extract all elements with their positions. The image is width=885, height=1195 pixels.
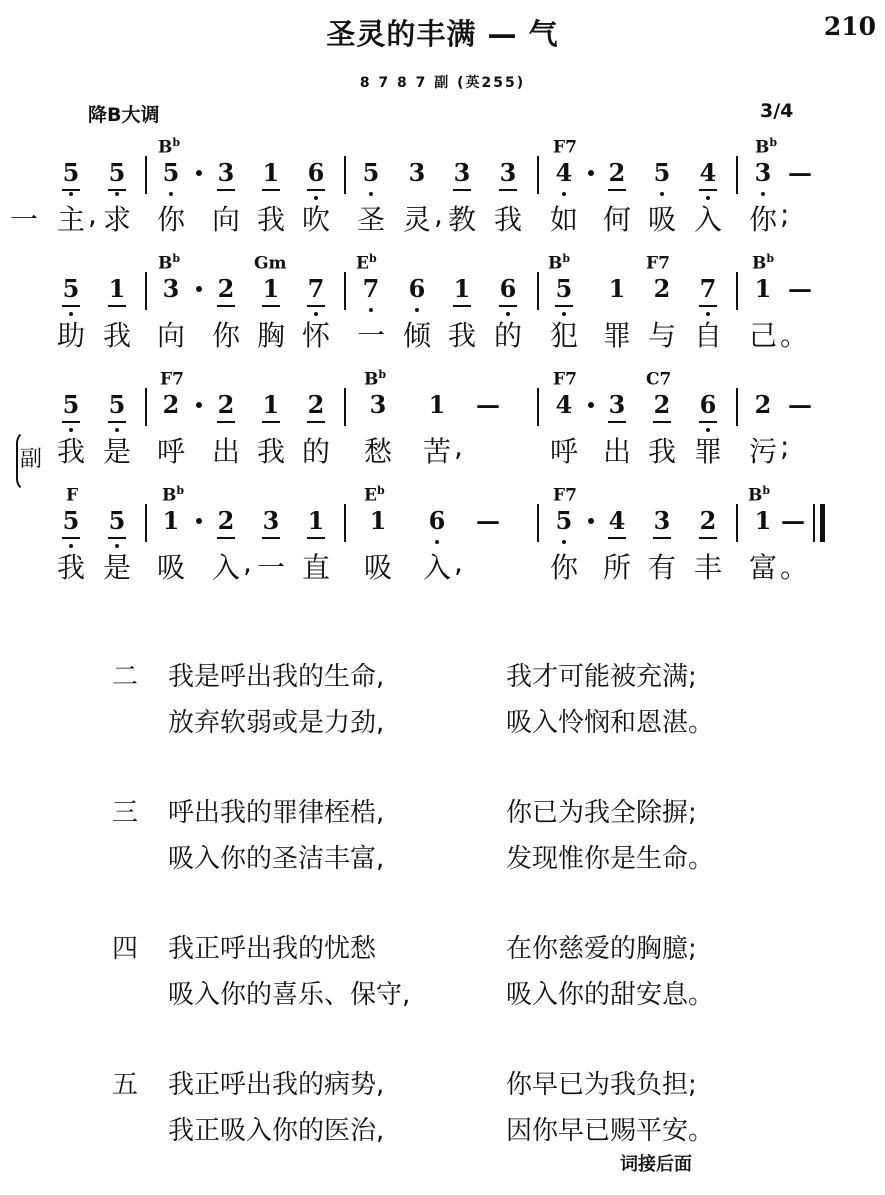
note: 5 bbox=[58, 158, 84, 187]
time-signature: 3/4 bbox=[760, 100, 794, 122]
hymn-number: 210 bbox=[823, 12, 876, 41]
verse-number: 三 bbox=[112, 798, 139, 828]
chord-symbol: Gm bbox=[254, 253, 287, 274]
note: 5 bbox=[551, 274, 577, 303]
note: 5 bbox=[104, 506, 130, 535]
note: 2 bbox=[213, 390, 239, 419]
note: 6 bbox=[695, 390, 721, 419]
note: 5 bbox=[551, 506, 577, 535]
lyric-char: 与 bbox=[647, 319, 676, 352]
verse-number: 五 bbox=[112, 1070, 139, 1100]
score-row-4 bbox=[0, 484, 885, 592]
chord-symbol: $B^b$ bbox=[548, 252, 571, 274]
lyric-char: 倾 bbox=[402, 319, 431, 352]
lyric-char: 入 bbox=[422, 551, 451, 584]
lyric-char: 我 bbox=[256, 203, 285, 236]
note: 4 bbox=[551, 158, 577, 187]
chord-symbol: $B^b$ bbox=[752, 252, 775, 274]
chorus-marker bbox=[16, 430, 46, 490]
lyric-char: 你 bbox=[549, 551, 578, 584]
lyric-punctuation: , bbox=[88, 198, 97, 231]
bar-line bbox=[344, 272, 346, 310]
note: 5 bbox=[58, 274, 84, 303]
lyric-char: 一 bbox=[256, 551, 285, 584]
note: 3 bbox=[649, 506, 675, 535]
verse-line: 在你慈爱的胸臆; bbox=[506, 934, 697, 964]
note: 2 bbox=[695, 506, 721, 535]
note: 1 bbox=[258, 158, 284, 187]
chord-symbol: $B^b$ bbox=[158, 252, 181, 274]
verse-line: 吸入怜悯和恩湛。 bbox=[506, 708, 715, 738]
lyric-char: 你 bbox=[211, 319, 240, 352]
verse-line: 我正呼出我的病势, bbox=[168, 1070, 385, 1100]
lyric-char: 向 bbox=[156, 319, 185, 352]
lyric-char: 灵 bbox=[402, 203, 431, 236]
verse-line: 你已为我全除摒; bbox=[506, 798, 697, 828]
note: 2 bbox=[213, 274, 239, 303]
bar-line bbox=[145, 388, 147, 426]
chord-symbol: $B^b$ bbox=[364, 368, 387, 390]
lyric-punctuation: , bbox=[243, 546, 252, 579]
lyric-char: 犯 bbox=[549, 319, 578, 352]
verse-line: 吸入你的甜安息。 bbox=[506, 980, 715, 1010]
note: 6 bbox=[495, 274, 521, 303]
bar-line bbox=[736, 504, 738, 542]
note: 6 bbox=[404, 274, 430, 303]
lyric-char: 呼 bbox=[549, 435, 578, 468]
lyric-punctuation: 。 bbox=[780, 319, 809, 352]
note: 4 bbox=[695, 158, 721, 187]
lyric-char: 入 bbox=[693, 203, 722, 236]
lyric-punctuation: ; bbox=[780, 430, 790, 463]
lyric-char: 污 bbox=[748, 435, 777, 468]
bar-line bbox=[344, 388, 346, 426]
note: 5 bbox=[104, 158, 130, 187]
lyric-char: 的 bbox=[493, 319, 522, 352]
lyric-char: 求 bbox=[102, 203, 131, 236]
lyric-char: 我 bbox=[493, 203, 522, 236]
lyric-char: 入 bbox=[211, 551, 240, 584]
note: 2 bbox=[303, 390, 329, 419]
note: 2 bbox=[754, 390, 772, 419]
lyric-char: 吹 bbox=[301, 203, 330, 236]
chord-symbol: F bbox=[66, 485, 79, 506]
note: 5 bbox=[104, 390, 130, 419]
lyric-char: 教 bbox=[447, 203, 476, 236]
bar-line bbox=[344, 156, 346, 194]
lyric-char: 一 bbox=[356, 319, 385, 352]
lyric-char: 富 bbox=[748, 551, 777, 584]
chorus-label: 副 bbox=[20, 447, 43, 472]
note-hold-dash: — bbox=[781, 506, 805, 535]
verse-line: 呼出我的罪律桎梏, bbox=[168, 798, 385, 828]
verse-line: 因你早已赐平安。 bbox=[506, 1116, 715, 1146]
note: 6 bbox=[424, 506, 450, 535]
lyric-char: 我 bbox=[102, 319, 131, 352]
chord-symbol: $B^b$ bbox=[158, 136, 181, 158]
note: 2 bbox=[604, 158, 630, 187]
lyric-char: 我 bbox=[256, 435, 285, 468]
note-hold-dash: — bbox=[476, 390, 500, 419]
note: 1 bbox=[428, 390, 446, 419]
footer-note: 词接后面 bbox=[620, 1154, 692, 1175]
note: 3 bbox=[258, 506, 284, 535]
chord-symbol: F7 bbox=[553, 485, 577, 506]
note: 1 bbox=[303, 506, 329, 535]
key-signature: 降B大调 bbox=[88, 104, 160, 126]
final-bar-line-thick bbox=[820, 504, 825, 542]
lyric-char: 我 bbox=[447, 319, 476, 352]
note: 3 bbox=[369, 390, 387, 419]
augmentation-dot bbox=[196, 518, 202, 524]
bar-line bbox=[736, 388, 738, 426]
lyric-char: 胸 bbox=[256, 319, 285, 352]
augmentation-dot bbox=[588, 170, 594, 176]
verse-line: 我才可能被充满; bbox=[506, 662, 697, 692]
lyric-char: 一 bbox=[9, 203, 38, 236]
lyric-char: 有 bbox=[647, 551, 676, 584]
chord-symbol: F7 bbox=[553, 369, 577, 390]
lyric-punctuation: , bbox=[454, 546, 463, 579]
lyric-punctuation: , bbox=[434, 198, 443, 231]
lyric-char: 我 bbox=[647, 435, 676, 468]
note: 3 bbox=[495, 158, 521, 187]
lyric-punctuation: , bbox=[454, 430, 463, 463]
note: 7 bbox=[303, 274, 329, 303]
verse-number: 四 bbox=[112, 934, 139, 964]
lyric-char: 吸 bbox=[156, 551, 185, 584]
note: 2 bbox=[649, 390, 675, 419]
bar-line bbox=[145, 504, 147, 542]
chord-symbol: $E^b$ bbox=[356, 252, 377, 274]
note: 7 bbox=[695, 274, 721, 303]
note: 5 bbox=[158, 158, 184, 187]
bar-line bbox=[344, 504, 346, 542]
bar-line bbox=[736, 156, 738, 194]
note-hold-dash: — bbox=[476, 506, 500, 535]
lyric-char: 自 bbox=[693, 319, 722, 352]
lyric-char: 罪 bbox=[602, 319, 631, 352]
chord-symbol: $B^b$ bbox=[162, 484, 185, 506]
verse-line: 我正吸入你的医治, bbox=[168, 1116, 385, 1146]
chord-symbol: $E^b$ bbox=[364, 484, 385, 506]
lyric-char: 向 bbox=[211, 203, 240, 236]
verse-line: 你早已为我负担; bbox=[506, 1070, 697, 1100]
lyric-char: 呼 bbox=[156, 435, 185, 468]
note: 6 bbox=[303, 158, 329, 187]
verse-line: 放弃软弱或是力劲, bbox=[168, 708, 385, 738]
note: 3 bbox=[408, 158, 426, 187]
bar-line bbox=[537, 272, 539, 310]
lyric-char: 吸 bbox=[647, 203, 676, 236]
verse-line: 发现惟你是生命。 bbox=[506, 844, 715, 874]
bar-line bbox=[736, 272, 738, 310]
lyric-char: 己 bbox=[748, 319, 777, 352]
chord-symbol: F7 bbox=[646, 253, 670, 274]
verse-line: 我是呼出我的生命, bbox=[168, 662, 385, 692]
note: 1 bbox=[754, 506, 772, 535]
note: 3 bbox=[213, 158, 239, 187]
lyric-char: 我 bbox=[56, 551, 85, 584]
chord-symbol: C7 bbox=[646, 369, 672, 390]
note: 1 bbox=[369, 506, 387, 535]
score-row-1 bbox=[0, 136, 885, 244]
lyric-char: 直 bbox=[301, 551, 330, 584]
lyric-char: 何 bbox=[602, 203, 631, 236]
lyric-char: 吸 bbox=[363, 551, 392, 584]
lyric-char: 助 bbox=[56, 319, 85, 352]
score-row-3 bbox=[0, 368, 885, 476]
hymn-title: 圣灵的丰满 — 气 bbox=[326, 17, 559, 51]
verse-line: 我正呼出我的忧愁 bbox=[168, 934, 377, 964]
note: 5 bbox=[649, 158, 675, 187]
note: 5 bbox=[58, 390, 84, 419]
lyric-char: 是 bbox=[102, 435, 131, 468]
note: 4 bbox=[555, 390, 573, 419]
bar-line bbox=[537, 156, 539, 194]
note: 1 bbox=[258, 274, 284, 303]
chord-symbol: $B^b$ bbox=[755, 136, 778, 158]
lyric-char: 的 bbox=[301, 435, 330, 468]
chord-symbol: $B^b$ bbox=[748, 484, 771, 506]
lyric-char: 你 bbox=[156, 203, 185, 236]
note-hold-dash: — bbox=[788, 158, 812, 187]
note-hold-dash: — bbox=[788, 274, 812, 303]
augmentation-dot bbox=[588, 402, 594, 408]
chord-symbol: F7 bbox=[160, 369, 184, 390]
note: 7 bbox=[358, 274, 384, 303]
lyric-char: 我 bbox=[56, 435, 85, 468]
chord-symbol: F7 bbox=[553, 137, 577, 158]
lyric-char: 愁 bbox=[363, 435, 392, 468]
lyric-char: 苦 bbox=[422, 435, 451, 468]
note: 5 bbox=[358, 158, 384, 187]
lyric-char: 出 bbox=[602, 435, 631, 468]
final-bar-line bbox=[813, 504, 815, 542]
lyric-char: 罪 bbox=[693, 435, 722, 468]
note: 2 bbox=[653, 274, 671, 303]
note: 2 bbox=[213, 506, 239, 535]
bar-line bbox=[145, 156, 147, 194]
note: 1 bbox=[449, 274, 475, 303]
score-row-2 bbox=[0, 252, 885, 360]
note: 1 bbox=[162, 506, 180, 535]
verse-number: 二 bbox=[112, 662, 139, 692]
lyric-char: 怀 bbox=[301, 319, 330, 352]
augmentation-dot bbox=[196, 170, 202, 176]
augmentation-dot bbox=[196, 402, 202, 408]
bar-line bbox=[537, 504, 539, 542]
lyric-char: 如 bbox=[549, 203, 578, 236]
augmentation-dot bbox=[588, 518, 594, 524]
verse-line: 吸入你的圣洁丰富, bbox=[168, 844, 385, 874]
note: 3 bbox=[750, 158, 776, 187]
note: 2 bbox=[162, 390, 180, 419]
note: 1 bbox=[754, 274, 772, 303]
lyric-char: 所 bbox=[602, 551, 631, 584]
note-hold-dash: — bbox=[788, 390, 812, 419]
verse-line: 吸入你的喜乐、保守, bbox=[168, 980, 411, 1010]
lyric-char: 出 bbox=[211, 435, 240, 468]
note: 3 bbox=[162, 274, 180, 303]
augmentation-dot bbox=[196, 286, 202, 292]
bar-line bbox=[537, 388, 539, 426]
meter-line: 8 7 8 7 副 (英255) bbox=[359, 75, 526, 91]
note: 1 bbox=[104, 274, 130, 303]
note: 4 bbox=[604, 506, 630, 535]
note: 3 bbox=[604, 390, 630, 419]
bar-line bbox=[145, 272, 147, 310]
note: 1 bbox=[258, 390, 284, 419]
lyric-char: 主 bbox=[56, 203, 85, 236]
lyric-punctuation: ; bbox=[780, 198, 790, 231]
lyric-char: 你 bbox=[748, 203, 777, 236]
lyric-char: 圣 bbox=[356, 203, 385, 236]
note: 3 bbox=[449, 158, 475, 187]
lyric-char: 丰 bbox=[693, 551, 722, 584]
note: 5 bbox=[58, 506, 84, 535]
lyric-punctuation: 。 bbox=[780, 551, 809, 584]
note: 1 bbox=[608, 274, 626, 303]
lyric-char: 是 bbox=[102, 551, 131, 584]
